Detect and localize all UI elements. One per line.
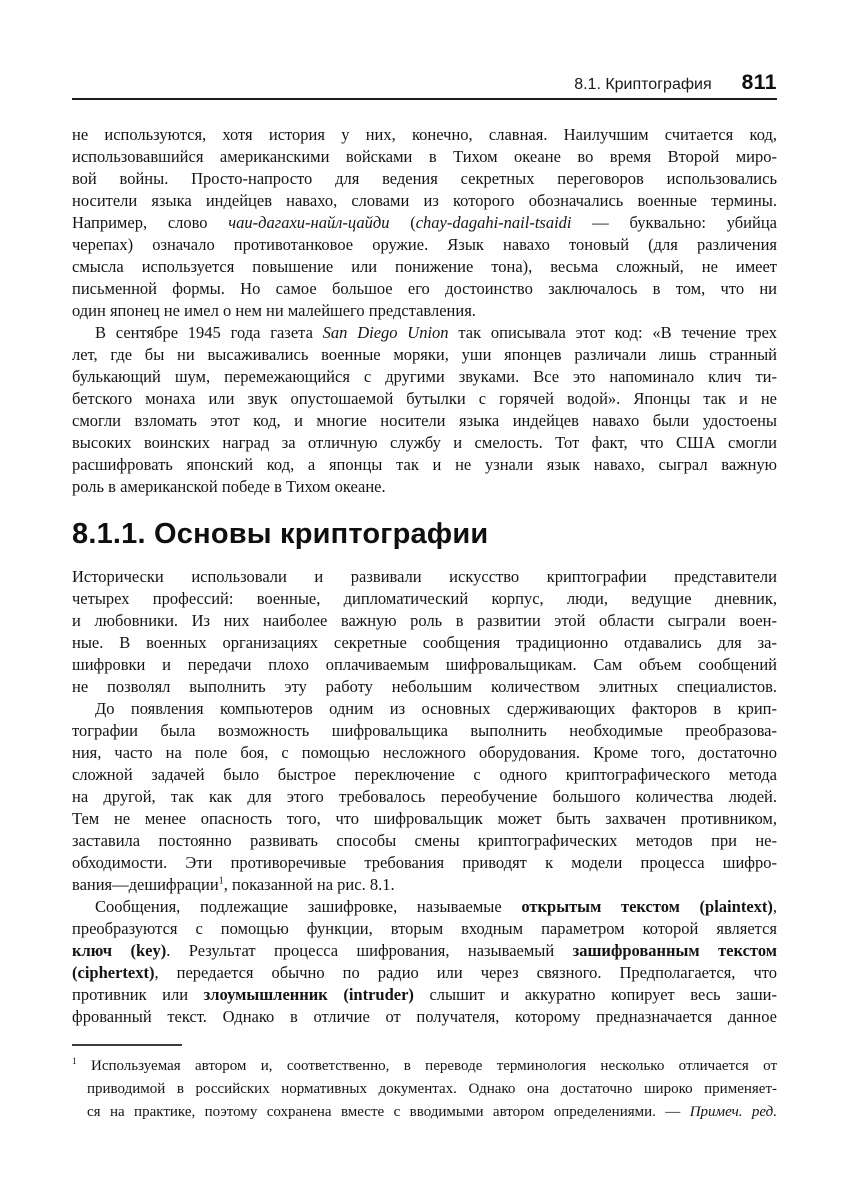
text-line: $^1$ Используемая автором и, соответственно, в переводе терминология несколько отличается от bbox=[72, 1057, 777, 1074]
text-line: смогли взломать этот код, и многие носители языка индейцев навахо были удостоены bbox=[72, 411, 777, 430]
text-line: (ciphertext), передается обычно по радио или через связного. Предполагается, что bbox=[72, 963, 777, 982]
text-line: высоких воинских наград за отличную службу и смелость. Тот факт, что США смогли bbox=[72, 433, 777, 452]
text-line: ния, часто на поле боя, с помощью несложного оборудования. Кроме того, достаточно bbox=[72, 743, 777, 762]
text-line: Например, слово чаи-дагахи-найл-цайди (chay-dagahi-nail-tsaidi — буквально: убийца bbox=[72, 213, 777, 232]
text-line: расшифровать японский код, а японцы так и не узнали язык навахо, сыграл важную bbox=[72, 455, 777, 474]
text-line: обходимости. Эти противоречивые требования приводят к модели процесса шифро- bbox=[72, 853, 777, 872]
section-paragraphs bbox=[72, 566, 777, 1028]
text-line: заставила постоянно развивать способы смены криптографических методов при не- bbox=[72, 831, 777, 850]
text-line: преобразуются с помощью функции, вторым входным параметром которой является bbox=[72, 919, 777, 938]
text-line: До появления компьютеров одним из основных сдерживающих факторов в крип- bbox=[95, 699, 777, 718]
header-rule bbox=[72, 98, 777, 100]
text-line: булькающий шум, перемежающийся с другими звуками. Все это напоминало клич ти- bbox=[72, 367, 777, 386]
paragraph bbox=[72, 322, 777, 498]
intro-paragraphs bbox=[72, 124, 777, 498]
text-line: не позволял выполнить эту работу небольшим количеством элитных специалистов. bbox=[72, 677, 777, 696]
text-line: противник или злоумышленник (intruder) слышит и аккуратно копирует весь заши- bbox=[72, 985, 777, 1004]
text-line: Тем не менее опасность того, что шифровальщик может быть захвачен противником, bbox=[72, 809, 777, 828]
text-line: не используются, хотя история у них, конечно, славная. Наилучшим считается код, bbox=[72, 125, 777, 144]
paragraph bbox=[72, 896, 777, 1028]
text-line: на другой, так как для этого требовалось переобучение большого количества людей. bbox=[72, 787, 777, 806]
text-line: вания—дешифрации$^1$, показанной на рис. 8.1. bbox=[72, 875, 395, 894]
text-line: ся на практике, поэтому сохранена вместе с вводимыми автором определениями. — Примеч. ред. bbox=[87, 1104, 777, 1120]
page-number: 811 bbox=[741, 71, 777, 94]
text-line: ные. В военных организациях секретные сообщения традиционно отдавались для за- bbox=[72, 633, 777, 652]
page-header bbox=[72, 71, 777, 95]
text-line: сложной задачей было быстрое переключение с одного криптографического метода bbox=[72, 765, 777, 784]
text-line: бетского монаха или звук опустошаемой бутылки с горячей водой». Японцы так и не bbox=[72, 389, 777, 408]
text-line: черепах) означало противотанковое оружие. Язык навахо тоновый (для различения bbox=[72, 235, 777, 254]
text-line: Исторически использовали и развивали искусство криптографии представители bbox=[72, 567, 777, 586]
text-line: В сентябре 1945 года газета San Diego Union так описывала этот код: «В течение трех bbox=[95, 323, 777, 342]
text-line: шифровки и передачи плохо оплачиваемым шифровальщикам. Сам объем сообщений bbox=[72, 655, 777, 674]
text-line: Сообщения, подлежащие зашифровке, называемые открытым текстом (plaintext), bbox=[95, 897, 777, 916]
running-head-section: 8.1. Криптография bbox=[574, 76, 712, 93]
paragraph bbox=[72, 698, 777, 896]
text-line: четырех профессий: военные, дипломатический корпус, люди, ведущие дневник, bbox=[72, 589, 777, 608]
text-line: один японец не имел о нем ни малейшего представления. bbox=[72, 301, 476, 320]
section-heading: 8.1.1. Основы криптографии bbox=[72, 518, 489, 550]
page-content bbox=[72, 124, 777, 1124]
text-line: использовавшийся американскими войсками в Тихом океане во время Второй миро- bbox=[72, 147, 777, 166]
footnote bbox=[72, 1055, 777, 1124]
text-line: ключ (key). Результат процесса шифрования, называемый зашифрованным текстом bbox=[72, 941, 777, 960]
paragraph bbox=[72, 566, 777, 698]
text-line: носители языка индейцев навахо, словами из которого обозначались военные термины. bbox=[72, 191, 777, 210]
text-line: письменной формы. Но самое большое его достоинство заключалось в том, что ни bbox=[72, 279, 777, 298]
text-line: смысла используется повышение или понижение тона), весьма сложный, не имеет bbox=[72, 257, 777, 276]
text-line: фрованный текст. Однако в отличие от получателя, которому предназначается данное bbox=[72, 1007, 777, 1026]
text-line: и любовники. Из них наиболее важную роль в развитии этой области сыграли воен- bbox=[72, 611, 777, 630]
text-line: роль в американской победе в Тихом океане. bbox=[72, 477, 386, 496]
text-line: тографии была возможность шифровальщика выполнить необходимые преобразова- bbox=[72, 721, 777, 740]
text-line: приводимой в российских нормативных документах. Однако она достаточно широко применяет- bbox=[87, 1081, 777, 1097]
text-line: вой войны. Просто-напросто для ведения секретных переговоров использовались bbox=[72, 169, 777, 188]
text-line: лет, где бы ни высаживались военные моряки, уши японцев различали лишь странный bbox=[72, 345, 777, 364]
footnote-rule bbox=[72, 1044, 182, 1046]
paragraph bbox=[72, 124, 777, 322]
